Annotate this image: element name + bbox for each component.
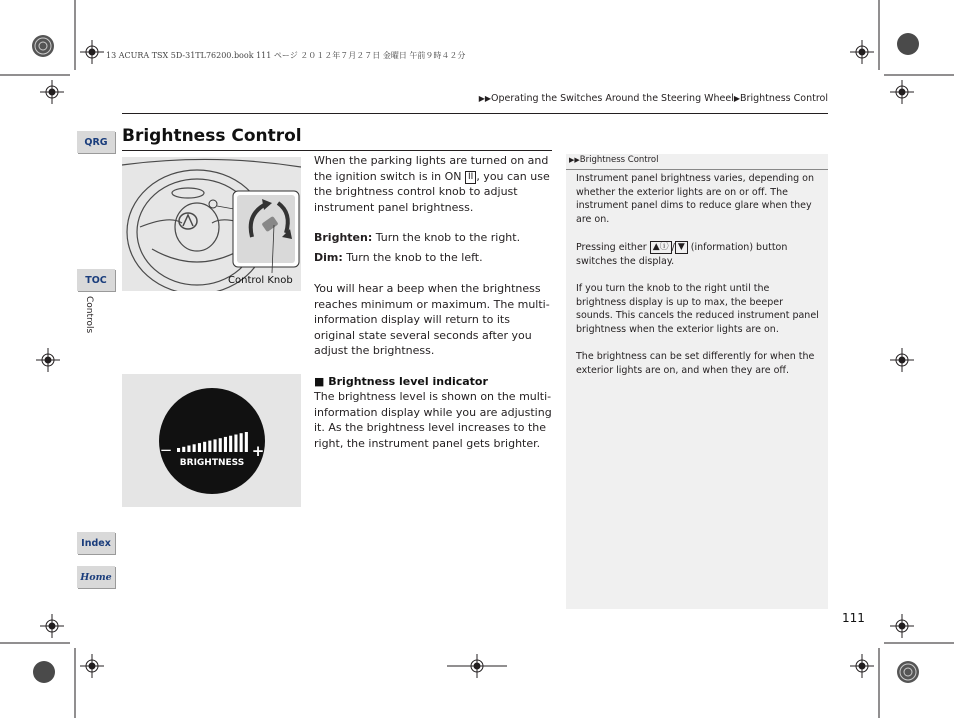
home-button[interactable]: Home <box>77 566 115 588</box>
brightness-indicator-figure <box>122 374 301 507</box>
brightness-bar <box>177 448 180 452</box>
steering-wheel-figure <box>122 157 301 291</box>
info-down-button-icon: ▼ <box>675 241 688 254</box>
control-knob-inset <box>233 191 299 267</box>
brightness-bar <box>187 446 190 453</box>
index-button[interactable]: Index <box>77 532 115 554</box>
brightness-bar <box>214 439 217 452</box>
breadcrumb-section-link[interactable]: Operating the Switches Around the Steering Wheel <box>491 93 734 104</box>
brightness-bar <box>245 432 248 452</box>
brightness-bar <box>240 433 243 452</box>
brightness-plus-icon: + <box>251 442 265 460</box>
print-header: 13 ACURA TSX 5D-31TL76200.book 111 ページ ２０１２年７月２７日 金曜日 午前９時４２分 <box>106 51 466 60</box>
info-up-button-icon: ▲ⓘ <box>650 241 672 254</box>
subheading-brightness-indicator: ■ Brightness level indicator <box>314 375 488 388</box>
brightness-bar <box>224 437 227 452</box>
toc-button[interactable]: TOC <box>77 269 115 291</box>
brightness-bar <box>198 443 201 452</box>
control-knob-callout: Control Knob <box>228 275 293 286</box>
square-bullet-icon: ■ <box>314 375 325 388</box>
brightness-bar <box>229 436 232 452</box>
brightness-label: BRIGHTNESS <box>179 458 245 468</box>
note-arrow-icon: ▶▶ <box>569 156 580 164</box>
brightness-bar <box>219 438 222 452</box>
breadcrumb <box>479 93 828 104</box>
page-number: 111 <box>842 611 865 625</box>
sidebar-paragraph-3: If you turn the knob to the right until the brightness display is up to max, the beeper sounds. This cancels the reduced instrument panel brightness when the exterior lights are on. <box>576 283 819 335</box>
sidebar-paragraph-4: The brightness can be set differently for when the exterior lights are on, and when they are off. <box>576 351 815 376</box>
breadcrumb-arrow-icon: ▶▶ <box>478 94 491 103</box>
brightness-bar <box>208 441 211 452</box>
brighten-instruction: Brighten: Turn the knob to the right. <box>314 231 521 244</box>
dim-instruction: Dim: Turn the knob to the left. <box>314 251 483 264</box>
breadcrumb-page: Brightness Control <box>740 93 828 104</box>
ignition-on-symbol: II <box>465 171 476 184</box>
brightness-indicator-display <box>122 374 301 507</box>
breadcrumb-arrow-icon: ▶ <box>733 94 741 103</box>
brightness-bar <box>182 447 185 452</box>
sidebar-paragraph-2: Pressing either ▲ⓘ / ▼ (information) button switches the display. <box>576 242 788 267</box>
brightness-bar <box>234 435 237 453</box>
beep-paragraph: You will hear a beep when the brightness reaches minimum or maximum. The multi-information display will return to its original state several seconds after you adjust the brightness. <box>314 282 550 357</box>
sidebar-note-heading: ▶▶Brightness Control <box>566 155 828 170</box>
qrg-button[interactable]: QRG <box>77 131 115 153</box>
sidebar-paragraph-1: Instrument panel brightness varies, depending on whether the exterior lights are on or off. The instrument panel dims to reduce glare when they are on. <box>576 173 814 225</box>
section-tab-controls[interactable]: Controls <box>84 296 94 334</box>
indicator-paragraph: The brightness level is shown on the multi-information display while you are adjusting it. As the brightness level increases to the right, the instrument panel gets brighter. <box>314 390 552 450</box>
brightness-bar <box>203 442 206 452</box>
title-divider <box>122 150 552 151</box>
steering-wheel-illustration <box>122 157 301 291</box>
brightness-bar <box>193 444 196 452</box>
header-divider <box>122 113 828 114</box>
intro-paragraph: When the parking lights are turned on and the ignition switch is in ON II , you can use the brightness control knob to adjust instrument panel brightness. <box>314 154 550 214</box>
page-title: Brightness Control <box>122 126 302 146</box>
brightness-minus-icon: − <box>159 441 173 459</box>
